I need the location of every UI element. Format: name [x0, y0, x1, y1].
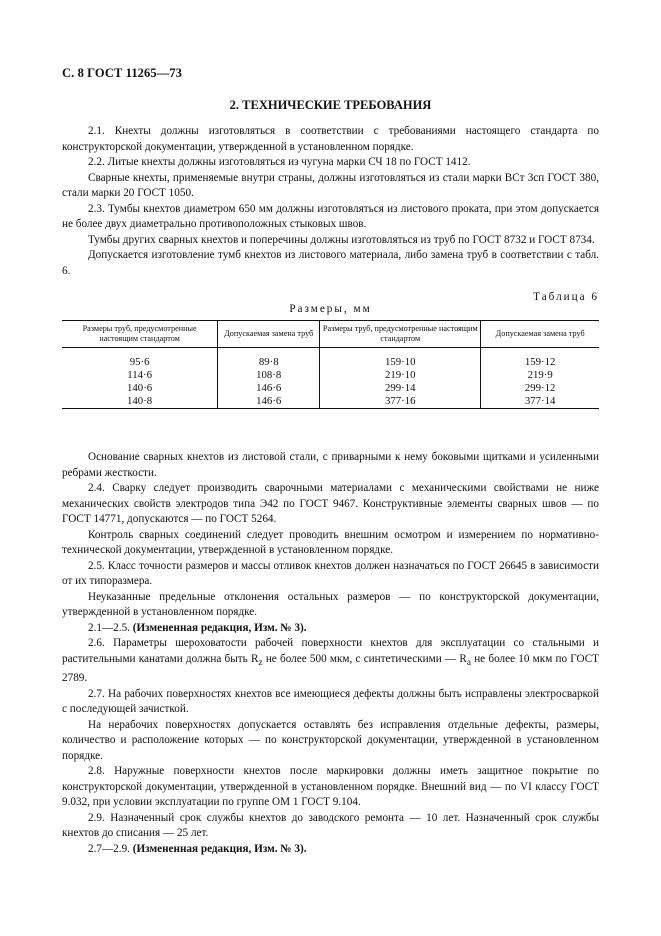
column-header: Размеры труб, предусмотренные настоящим стандартом — [62, 321, 218, 348]
table-header-row — [62, 321, 599, 348]
table-row — [62, 356, 599, 369]
paragraph: Неуказанные предельные отклонения остальных размеров — по конструкторской документации, утвержденной в установленном порядке. — [62, 590, 599, 618]
note-bold: (Измененная редакция, Изм. № 3). — [132, 621, 307, 634]
text-block-top — [62, 124, 599, 279]
table-cell: 377·16 — [320, 395, 481, 409]
dimensions-label: Размеры, мм — [289, 303, 372, 315]
table-cell: 140·6 — [127, 382, 153, 394]
text-block-bottom — [62, 450, 599, 857]
table-cell: 219·9 — [481, 369, 599, 382]
column-header: Допускаемая замена труб — [218, 321, 320, 348]
table-cell: 108·8 — [218, 369, 320, 382]
page-header: С. 8 ГОСТ 11265—73 — [62, 66, 183, 80]
note-prefix: 2.1—2.5. — [88, 621, 133, 634]
paragraph: 2.3. Тумбы кнехтов диаметром 650 мм должны изготовляться из листового проката, при этом допускается не более двух диаметрально противоположных стыковых швов. — [62, 202, 599, 230]
text-fragment: 2.6. Параметры шероховатости рабочей поверхности кнехтов для эксплуатации со стальными и растительными канатами должна быть R — [62, 637, 599, 665]
paragraph: 2.7. На рабочих поверхностях кнехтов все имеющиеся дефекты должны быть исправлены электросваркой с последующей зачисткой. — [62, 687, 599, 716]
table-row — [62, 395, 599, 409]
table-cell: 95·6 — [129, 356, 150, 368]
paragraph: 2.2. Литые кнехты должны изготовляться из чугуна марки СЧ 18 по ГОСТ 1412. — [88, 156, 471, 168]
text-fragment: не более 500 мкм, с синтетическими — R — [262, 652, 467, 665]
column-header: Размеры труб, предусмотренные настоящим стандартом — [320, 321, 481, 348]
table-cell: 159·12 — [481, 356, 599, 369]
table-row — [62, 369, 599, 382]
table-cell: 299·12 — [481, 382, 599, 395]
paragraph: На нерабочих поверхностях допускается оставлять без исправления отдельные дефекты, размеры, количество и расположение которых — по конструкторской документации, утвержденной в установленном порядке. — [62, 718, 599, 762]
subscript: a — [466, 657, 471, 668]
paragraph: Сварные кнехты, применяемые внутри страны, должны изготовляться из стали марки ВСт 3сп ГОСТ 380, стали марки 20 ГОСТ 1050. — [62, 171, 599, 199]
table-cell: 114·6 — [127, 369, 152, 381]
column-header: Допускаемая замена труб — [481, 321, 599, 348]
amendment-note — [62, 621, 599, 637]
paragraph-2-6 — [62, 636, 599, 687]
table-caption: Таблица 6 — [533, 291, 599, 303]
note-prefix: 2.7—2.9. — [88, 842, 133, 855]
paragraph: Контроль сварных соединений следует проводить внешним осмотром и измерением по нормативно-технической документации, утвержденной в установленном порядке. — [62, 528, 599, 556]
table-cell: 219·10 — [320, 369, 481, 382]
table-cell: 146·6 — [218, 395, 320, 409]
paragraph: 2.5. Класс точности размеров и массы отливок кнехтов должен назначаться по ГОСТ 26645 в зависимости от их типоразмера. — [62, 559, 599, 587]
paragraph: 2.8. Наружные поверхности кнехтов после маркировки должны иметь защитное покрытие по конструкторской документации, утвержденной в установленном порядке. Внешний вид — по VI классу ГОСТ 9.032, при условии эксплуатации по группе ОМ 1 ГОСТ 9.104. — [62, 765, 599, 809]
table-cell: 140·8 — [62, 395, 218, 409]
text-fragment: не более 10 мкм по ГОСТ 2789. — [62, 652, 600, 685]
table-cell: 377·14 — [481, 395, 599, 409]
table-cell: 159·10 — [320, 356, 481, 369]
table-cell: 146·6 — [218, 382, 320, 395]
paragraph: Основание сварных кнехтов из листовой стали, с приварными к нему боковыми щитками и усиленными ребрами жесткости. — [62, 451, 599, 479]
table-row — [62, 382, 599, 395]
pipe-sizes-table — [62, 320, 599, 409]
paragraph: Тумбы других сварных кнехтов и поперечины должны изготовляться из труб по ГОСТ 8732 и ГОСТ 8734. — [88, 233, 595, 246]
table-cell: 89·8 — [218, 356, 320, 369]
table-cell: 299·14 — [320, 382, 481, 395]
paragraph: 2.9. Назначенный срок службы кнехтов до заводского ремонта — 10 лет. Назначенный срок службы кнехтов до списания — 25 лет. — [62, 811, 599, 840]
note-bold: (Измененная редакция, Изм. № 3). — [132, 842, 307, 855]
subscript: z — [258, 657, 263, 668]
paragraph: 2.1. Кнехты должны изготовляться в соответствии с требованиями настоящего стандарта по конструкторской документации, утвержденной в установленном порядке. — [62, 125, 599, 153]
amendment-note — [62, 842, 599, 858]
paragraph: Допускается изготовление тумб кнехтов из листового материала, либо замена труб в соответствии с табл. 6. — [62, 249, 599, 277]
paragraph: 2.4. Сварку следует производить сварочными материалами с механическими свойствами не ниже механических свойств электродов типа Э42 по ГОСТ 9467. Конструктивные элементы сварных швов — по ГОСТ 14771, допускаются — по ГОСТ 5264. — [62, 482, 599, 525]
section-title: 2. ТЕХНИЧЕСКИЕ ТРЕБОВАНИЯ — [229, 98, 432, 112]
